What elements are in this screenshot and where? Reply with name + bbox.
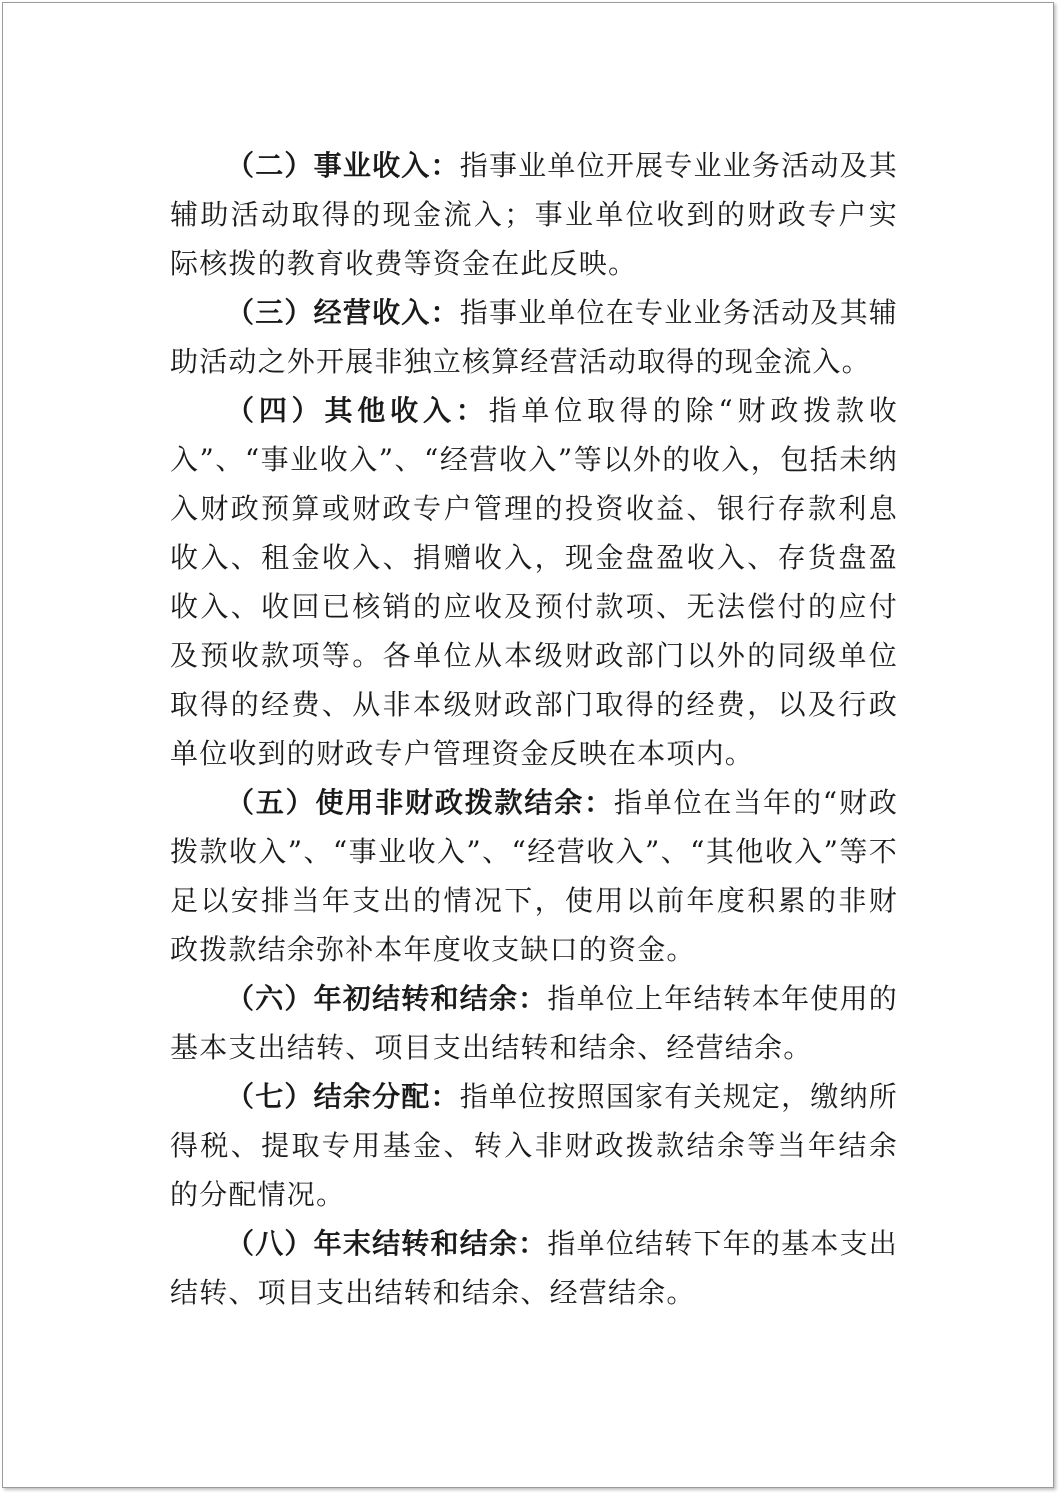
paragraph-text: 指事业单位在专业业务活动及其辅助活动之外开展非独立核算经营活动取得的现金流入。	[170, 296, 898, 378]
paragraph-text: 指单位取得的除“财政拨款收入”、“事业收入”、“经营收入”等以外的收入，包括未纳入财政预算或财政专户管理的投资收益、银行存款利息收入、租金收入、捐赠收入，现金盘盈收入、存货盘盈收入、收回已核销的应收及预付款项、无法偿付的应付及预收款项等。各单位从本级财政部门以外的同级单位取得的经费、从非本级财政部门取得的经费，以及行政单位收到的财政专户管理资金反映在本项内。	[170, 394, 898, 770]
term-heading: （五）使用非财政拨款结余：	[226, 786, 614, 819]
term-heading: （四）其他收入：	[226, 394, 489, 427]
term-heading: （七）结余分配：	[226, 1080, 460, 1113]
paragraph-closing-balance	[170, 1219, 898, 1317]
paragraph-text: 指单位结转下年的基本支出结转、项目支出结转和结余、经营结余。	[170, 1227, 899, 1309]
term-heading: （八）年末结转和结余：	[226, 1227, 548, 1260]
paragraph-text: 指事业单位开展专业业务活动及其辅助活动取得的现金流入；事业单位收到的财政专户实际核拨的教育收费等资金在此反映。	[170, 149, 898, 280]
document-body	[170, 141, 898, 1317]
paragraph-text: 指单位按照国家有关规定，缴纳所得税、提取专用基金、转入非财政拨款结余等当年结余的分配情况。	[170, 1080, 898, 1211]
term-heading: （六）年初结转和结余：	[226, 982, 548, 1015]
document-page	[2, 2, 1054, 1488]
paragraph-opening-balance	[170, 974, 898, 1072]
paragraph-text: 指单位在当年的“财政拨款收入”、“事业收入”、“经营收入”、“其他收入”等不足以安排当年支出的情况下，使用以前年度积累的非财政拨款结余弥补本年度收支缺口的资金。	[170, 786, 898, 966]
paragraph-business-income	[170, 141, 898, 288]
paragraph-operating-income	[170, 288, 898, 386]
term-heading: （二）事业收入：	[226, 149, 460, 182]
term-heading: （三）经营收入：	[226, 296, 460, 329]
paragraph-text: 指单位上年结转本年使用的基本支出结转、项目支出结转和结余、经营结余。	[170, 982, 899, 1064]
paragraph-surplus-distribution	[170, 1072, 898, 1219]
paragraph-non-fiscal-surplus	[170, 778, 898, 974]
paragraph-other-income	[170, 386, 898, 778]
